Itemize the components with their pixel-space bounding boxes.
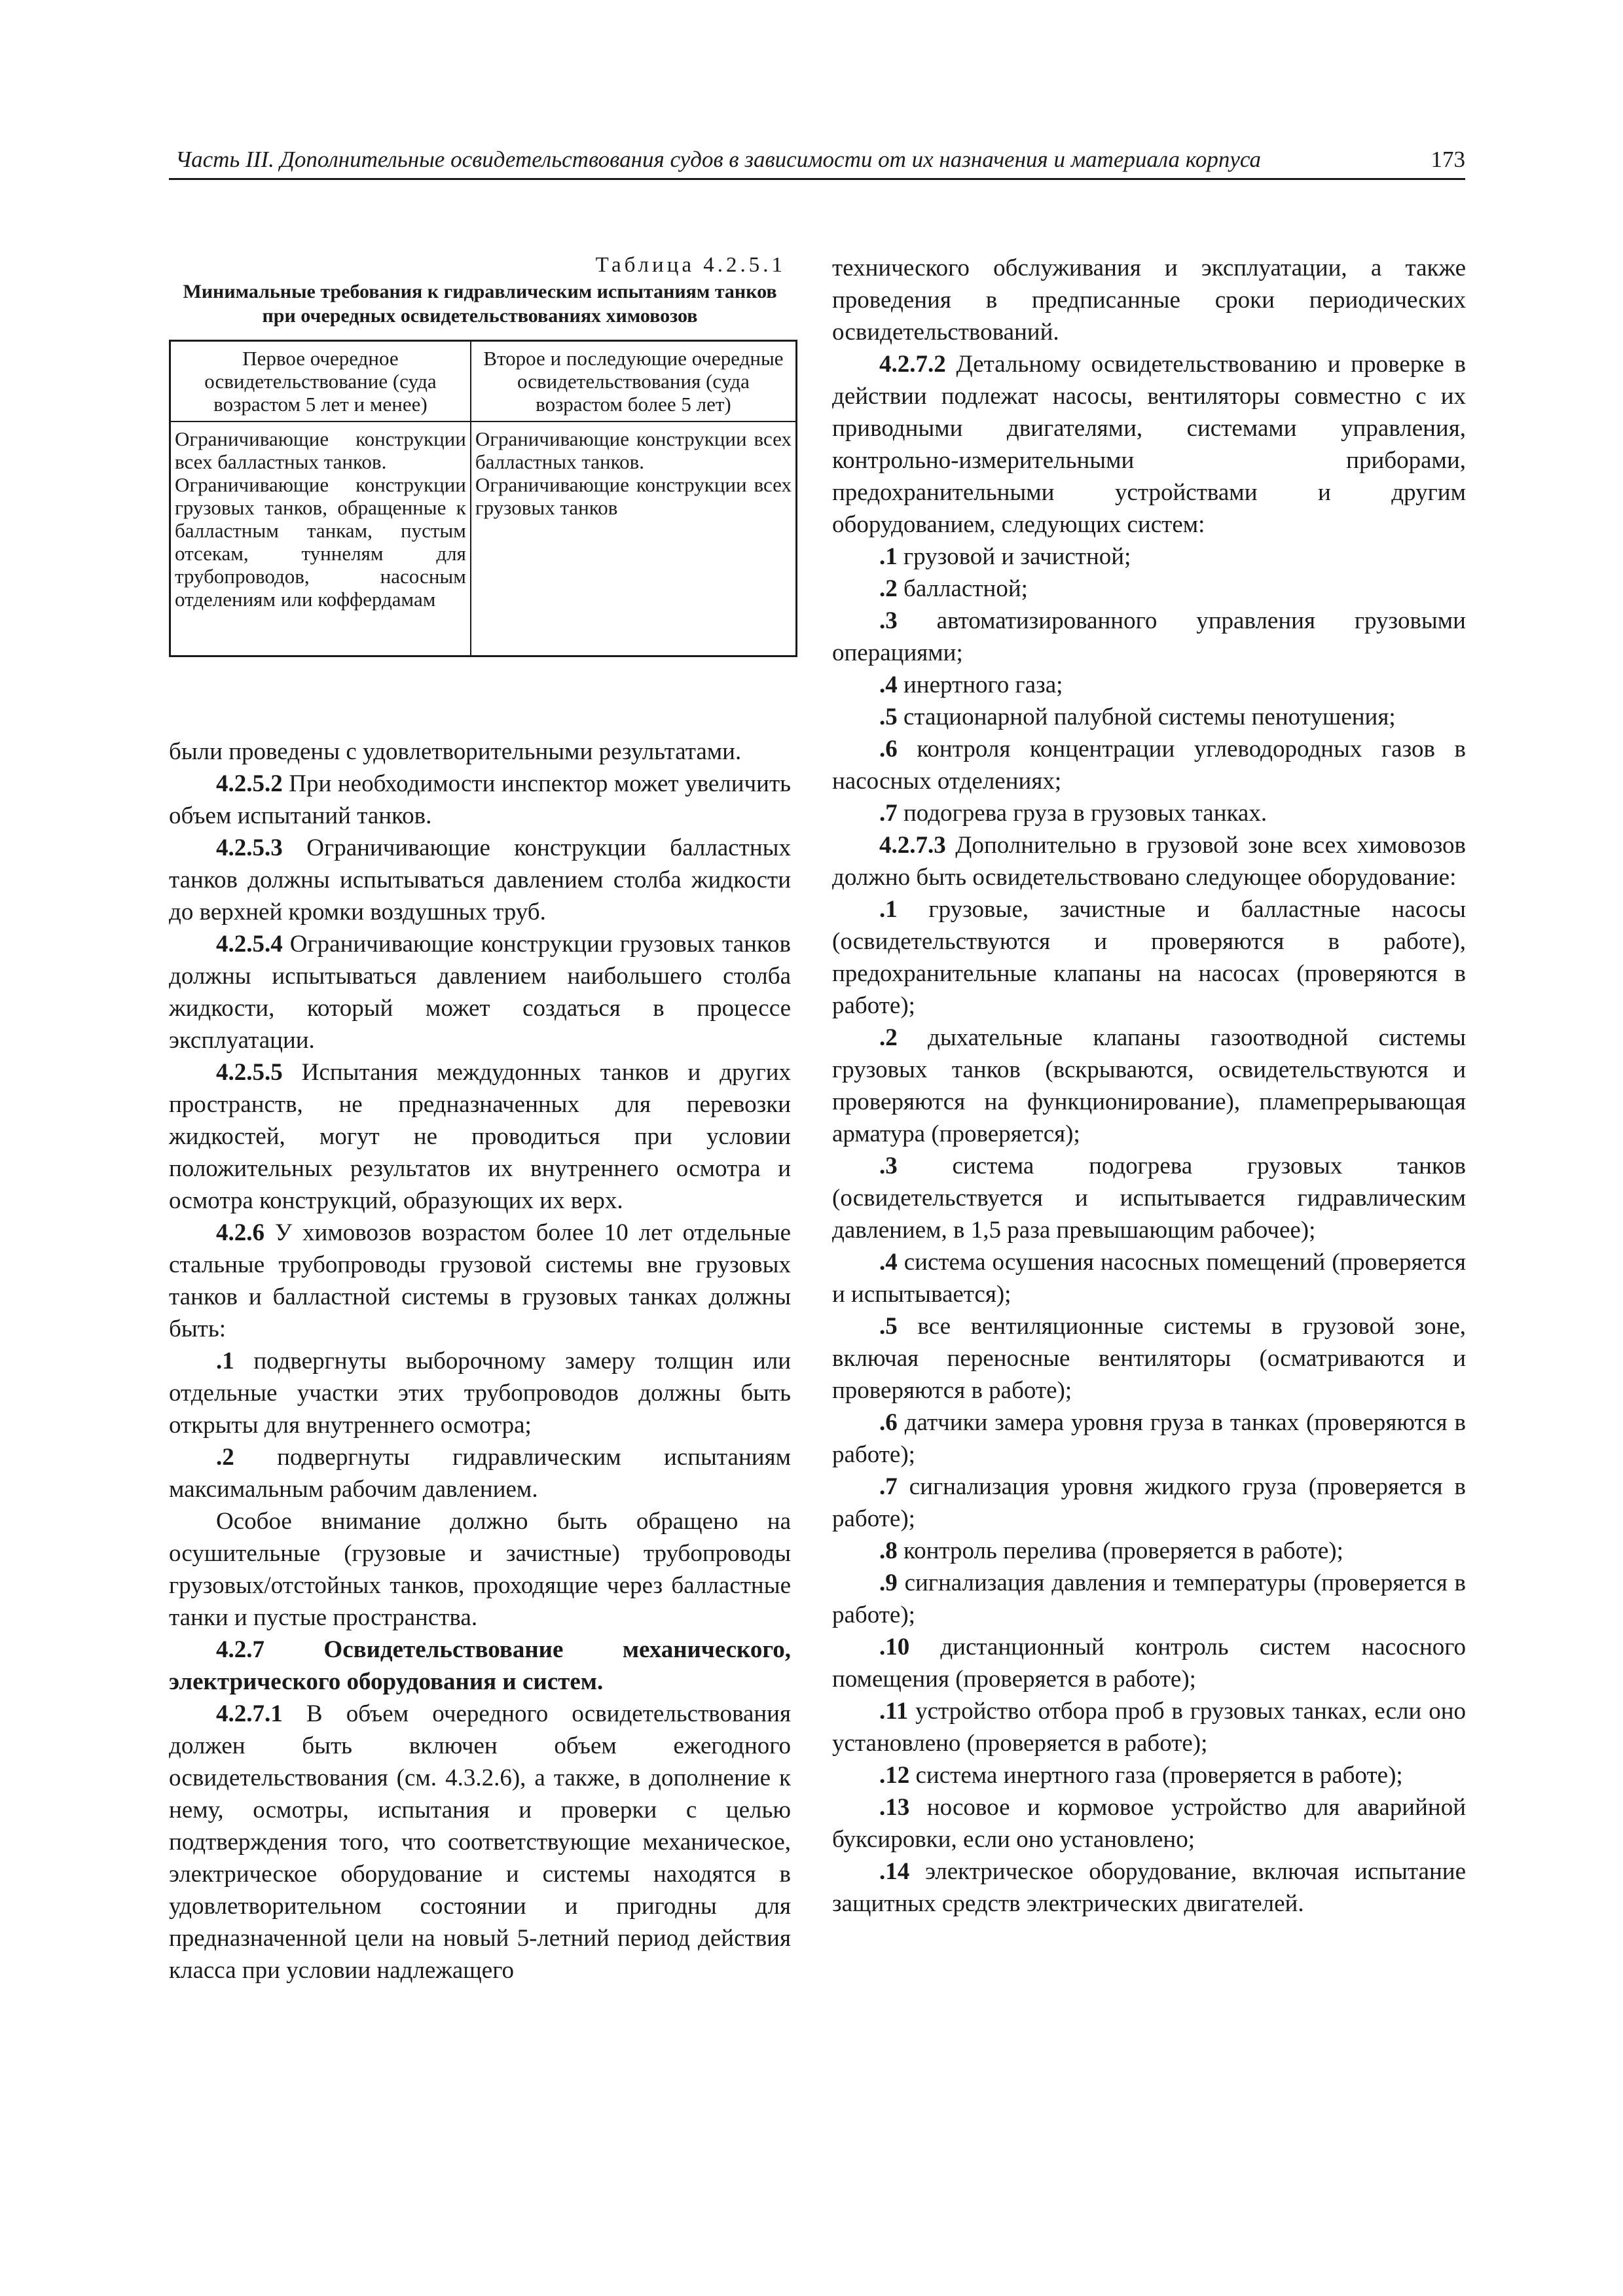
page-number: 173: [1431, 147, 1465, 172]
list-item: .4 система осушения насосных помещений (проверяется и испытывается);: [832, 1249, 1466, 1308]
table-header-second: Второе и последующие очередные освидетельствования (суда возрастом более 5 лет): [471, 341, 797, 422]
paragraph-4-2-5-3: 4.2.5.3 Ограничивающие конструкции балластных танков должны испытываться давлением столба жидкости до верхней кромки воздушных труб.: [169, 834, 791, 925]
table-cell-text: Ограничивающие конструкции всех грузовых танков: [475, 473, 792, 519]
list-item: .7 подогрева груза в грузовых танках.: [879, 800, 1267, 827]
right-column: [832, 252, 1466, 1920]
list-item: .4 инертного газа;: [879, 672, 1063, 698]
list-item: .2 балластной;: [879, 575, 1028, 602]
left-column: [169, 252, 791, 1986]
table-title: Минимальные требования к гидравлическим испытаниям танков при очередных освидетельствованиях химовозов: [183, 281, 777, 327]
left-body-text: [169, 736, 791, 1986]
list-item: .7 сигнализация уровня жидкого груза (проверяется в работе);: [832, 1473, 1467, 1532]
list-item: .13 носовое и кормовое устройство для аварийной буксировки, если оно установлено;: [832, 1794, 1466, 1853]
paragraph-continuation: технического обслуживания и эксплуатации, а также проведения в предписанные сроки периодических освидетельствований.: [832, 255, 1466, 346]
paragraph-special: Особое внимание должно быть обращено на осушительные (грузовые и зачистные) трубопроводы грузовых/отстойных танков, проходящие через балластные танки и пустые пространства.: [169, 1508, 791, 1631]
list-item: .6 датчики замера уровня груза в танках (проверяются в работе);: [832, 1409, 1466, 1468]
list-item: .12 система инертного газа (проверяется в работе);: [879, 1762, 1403, 1789]
paragraph-continuation: были проведены с удовлетворительными результатами.: [169, 738, 742, 765]
table-cell-text: Ограничивающие конструкции всех балластных танков.: [175, 427, 466, 473]
paragraph-4-2-5-2: 4.2.5.2 При необходимости инспектор может увеличить объем испытаний танков.: [169, 770, 791, 829]
list-item: .11 устройство отбора проб в грузовых танках, если оно установлено (проверяется в работе);: [832, 1698, 1467, 1757]
paragraph-4-2-5-4: 4.2.5.4 Ограничивающие конструкции грузовых танков должны испытываться давлением наибольшего столба жидкости, который может создаться в процессе эксплуатации.: [169, 931, 791, 1054]
table-header-first: Первое очередное освидетельствование (суда возрастом 5 лет и менее): [170, 341, 471, 422]
table-cell-text: Ограничивающие конструкции всех балластных танков.: [475, 427, 792, 473]
requirements-table: [169, 340, 797, 657]
paragraph-4-2-7-3: 4.2.7.3 Дополнительно в грузовой зоне всех химовозов должно быть освидетельствовано следующее оборудование:: [832, 832, 1466, 891]
table-header-row: [170, 341, 797, 422]
list-item: .5 все вентиляционные системы в грузовой зоне, включая переносные вентиляторы (осматриваются и проверяются в работе);: [832, 1313, 1467, 1404]
page-header: [169, 145, 1465, 180]
paragraph-4-2-6: 4.2.6 У химовозов возрастом более 10 лет отдельные стальные трубопроводы грузовой системы вне грузовых танков и балластной системы в грузовых танках должны быть:: [169, 1219, 792, 1342]
list-item: .2 дыхательные клапаны газоотводной системы грузовых танков (вскрываются, освидетельствуются и проверяются на функционирование), пламепрерывающая арматура (проверяется);: [832, 1024, 1466, 1147]
equipment-list: [832, 893, 1466, 1920]
list-item: .1 грузовой и зачистной;: [879, 543, 1131, 570]
list-item: .8 контроль перелива (проверяется в работе);: [879, 1537, 1343, 1564]
paragraph-4-2-7-2: 4.2.7.2 Детальному освидетельствованию и проверке в действии подлежат насосы, вентиляторы совместно с их приводными двигателями, системами управления, контрольно-измерительными приборами, предохранительными устройствами и другим оборудованием, следующих систем:: [832, 351, 1467, 538]
section-heading-4-2-7: 4.2.7 Освидетельствование механического, электрического оборудования и систем.: [169, 1636, 791, 1695]
list-item: .3 автоматизированного управления грузовыми операциями;: [832, 607, 1466, 666]
table-caption: Таблица 4.2.5.1: [595, 253, 786, 277]
list-item: .6 контроля концентрации углеводородных газов в насосных отделениях;: [832, 736, 1467, 795]
running-title: Часть III. Дополнительные освидетельствования судов в зависимости от их назначения и материала корпуса: [175, 147, 1261, 172]
paragraph-4-2-7-1: 4.2.7.1 В объем очередного освидетельствования должен быть включен объем ежегодного освидетельствования (см. 4.3.2.6), а также, в дополнение к нему, осмотры, испытания и проверки с целью подтверждения того, что соответствующие механическое, электрическое оборудование и системы находятся в удовлетворительном состоянии и пригодны для предназначенной цели на новый 5-летний период действия класса при условии надлежащего: [169, 1700, 791, 1984]
list-item: .1 подвергнуты выборочному замеру толщин или отдельные участки этих трубопроводов должны быть открыты для внутреннего осмотра;: [169, 1348, 792, 1439]
systems-list: [832, 541, 1466, 829]
table-row: [170, 422, 797, 656]
list-item: .3 система подогрева грузовых танков (освидетельствуется и испытывается гидравлическим давлением, в 1,5 раза превышающим рабочее);: [832, 1153, 1467, 1244]
list-item: .1 грузовые, зачистные и балластные насосы (освидетельствуются и проверяются в работе), предохранительные клапаны на насосах (проверяются в работе);: [832, 896, 1466, 1019]
table-cell-text: Ограничивающие конструкции грузовых танков, обращенные к балластным танкам, пустым отсекам, туннелям для трубопроводов, насосным отделениям или коффердамам: [175, 473, 466, 611]
list-item: .9 сигнализация давления и температуры (проверяется в работе);: [832, 1570, 1466, 1628]
list-item: .10 дистанционный контроль систем насосного помещения (проверяется в работе);: [832, 1634, 1466, 1693]
paragraph-4-2-5-5: 4.2.5.5 Испытания междудонных танков и других пространств, не предназначенных для перевозки жидкостей, могут не проводиться при условии положительных результатов их внутреннего осмотра и осмотра конструкций, образующих их верх.: [169, 1059, 791, 1214]
list-item: .5 стационарной палубной системы пенотушения;: [879, 704, 1396, 730]
list-item: .14 электрическое оборудование, включая испытание защитных средств электрических двигателей.: [832, 1858, 1466, 1917]
list-item: .2 подвергнуты гидравлическим испытаниям максимальным рабочим давлением.: [169, 1444, 791, 1503]
